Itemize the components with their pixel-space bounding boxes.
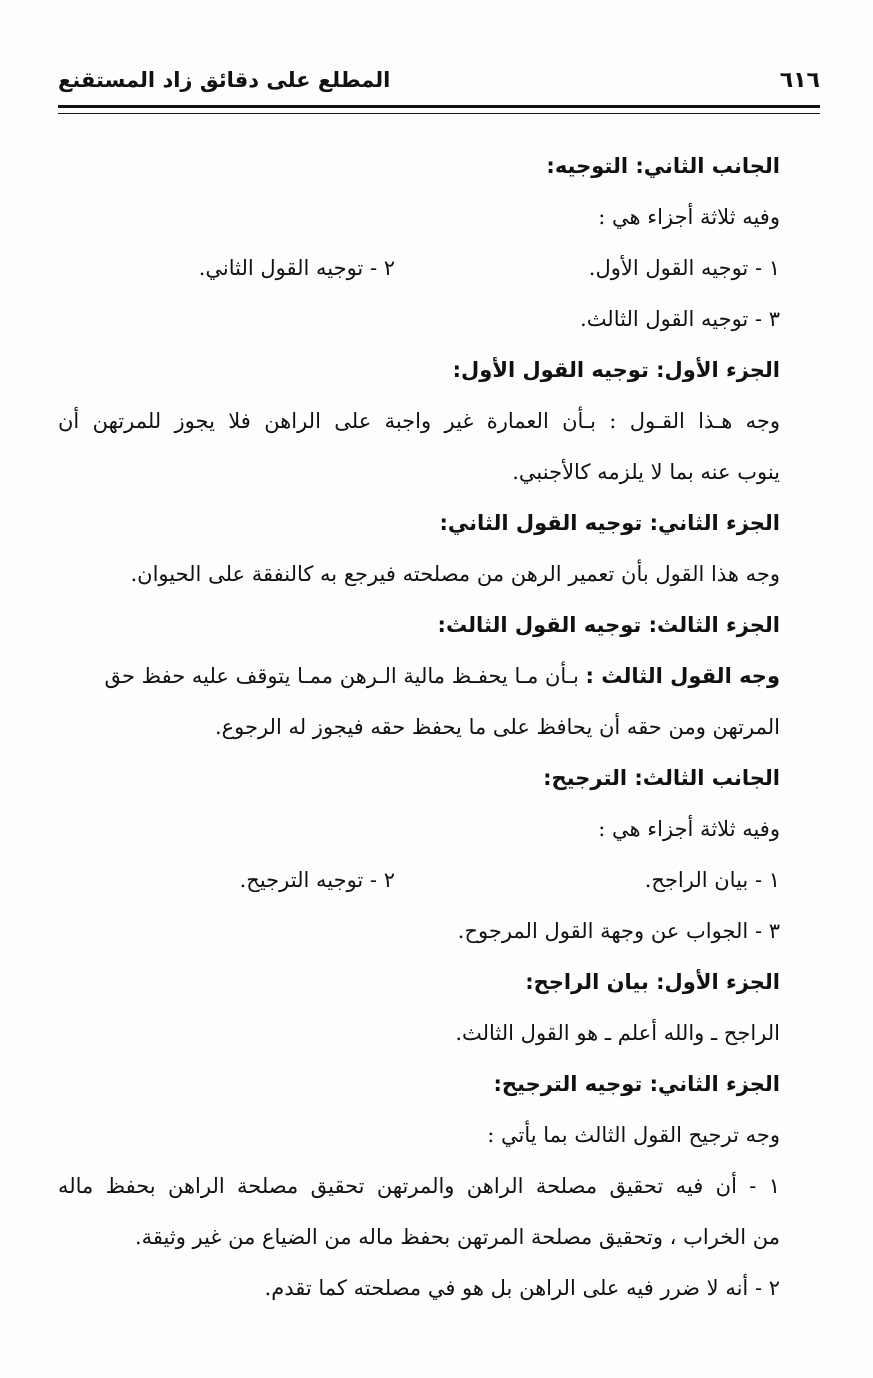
section-intro: وفيه ثلاثة أجزاء هي : (598, 205, 780, 229)
paragraph-line: المرتهن ومن حقه أن يحافظ على ما يحفظ حقه فيجوز له الرجوع. (214, 715, 780, 739)
paragraph-lead: وجه القول الثالث : (585, 664, 780, 688)
running-header (58, 66, 820, 102)
paragraph-line: ينوب عنه بما لا يلزمه كالأجنبي. (512, 460, 780, 484)
part-heading: الجزء الثاني: توجيه الترجيح: (493, 1072, 780, 1096)
list-row (58, 249, 780, 300)
list-item: ٣ - توجيه القول الثالث. (580, 307, 780, 331)
paragraph-line: وجه ترجيح القول الثالث بما يأتي : (487, 1123, 780, 1147)
list-row (58, 861, 780, 912)
part-heading: الجزء الثالث: توجيه القول الثالث: (437, 613, 780, 637)
paragraph-line: وجه هذا القول بأن تعمير الرهن من مصلحته فيرجع به كالنفقة على الحيوان. (130, 562, 780, 586)
page-number: ٦١٦ (779, 68, 820, 93)
part-heading: الجزء الأول: توجيه القول الأول: (452, 358, 780, 382)
paragraph-line: ١ - أن فيه تحقيق مصلحة الراهن والمرتهن تحقيق مصلحة الراهن بحفظ ماله (58, 1174, 780, 1198)
section-intro: وفيه ثلاثة أجزاء هي : (598, 817, 780, 841)
list-item: ٢ - توجيه القول الثاني. (198, 256, 395, 280)
book-title: المطلع على دقائق زاد المستقنع (58, 68, 391, 92)
page-body (58, 147, 780, 1320)
section-heading-tawjih: الجانب الثاني: التوجيه: (546, 154, 780, 178)
paragraph-line: وجه هـذا القـول : بـأن العمارة غير واجبة على الراهن فلا يجوز للمرتهن أن (58, 409, 780, 433)
header-rule-thin (58, 113, 820, 114)
part-heading: الجزء الأول: بيان الراجح: (525, 970, 780, 994)
paragraph-line: ٢ - أنه لا ضرر فيه على الراهن بل هو في مصلحته كما تقدم. (264, 1276, 780, 1300)
part-heading: الجزء الثاني: توجيه القول الثاني: (439, 511, 780, 535)
paragraph-line: من الخراب ، وتحقيق مصلحة المرتهن بحفظ ماله من الضياع من غير وثيقة. (134, 1225, 780, 1249)
list-item: ١ - بيان الراجح. (644, 868, 780, 892)
list-item: ١ - توجيه القول الأول. (588, 256, 780, 280)
paragraph-line (58, 657, 780, 708)
header-rule-thick (58, 105, 820, 108)
paragraph-line: الراجح ـ والله أعلم ـ هو القول الثالث. (455, 1021, 780, 1045)
section-heading-tarjih: الجانب الثالث: الترجيح: (543, 766, 780, 790)
paragraph-text: بـأن مـا يحفـظ مالية الـرهن ممـا يتوقف عليه حفظ حق (104, 664, 579, 688)
list-item: ٣ - الجواب عن وجهة القول المرجوح. (457, 919, 780, 943)
list-item: ٢ - توجيه الترجيح. (239, 868, 395, 892)
